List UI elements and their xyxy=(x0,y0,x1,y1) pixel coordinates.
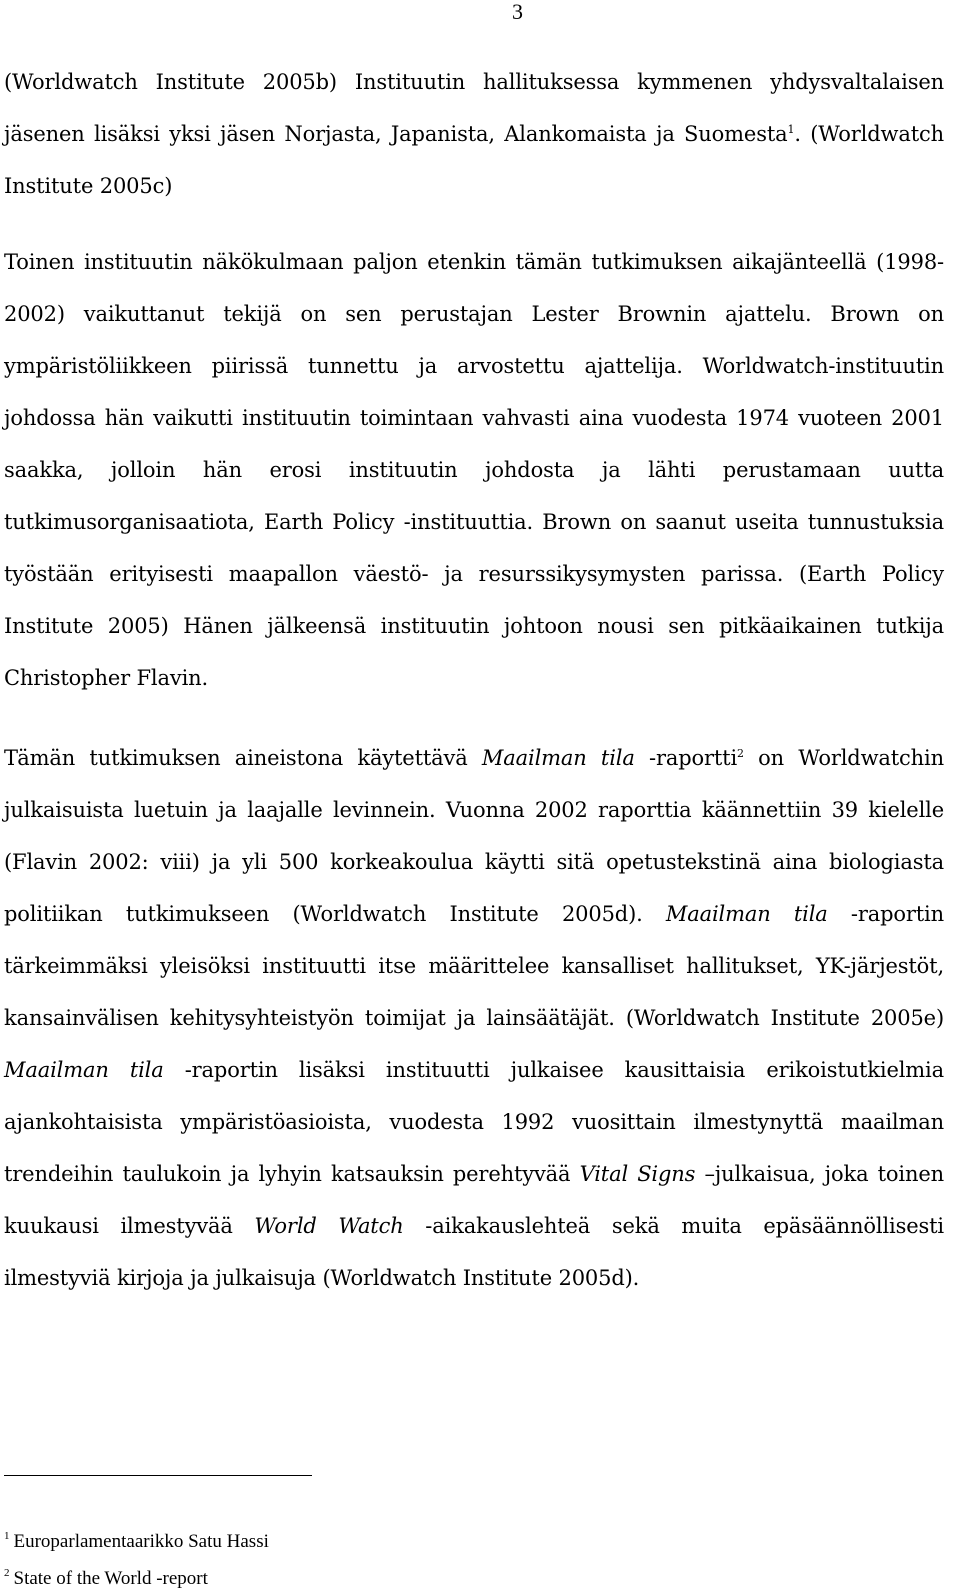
report-title-maailman-tila: Maailman tila xyxy=(481,746,635,770)
paragraph-3-text-4: -raportin tärkeimmäksi yleisöksi instituutti itse määrittelee kansalliset hallitukset, YK-järjestöt, kansainvälisen kehitysyhteistyön toimijat ja lainsäätäjät. (Worldwatch Institute 2005e) xyxy=(4,902,944,1030)
footnote-ref-2[interactable]: 2 xyxy=(737,747,744,760)
paragraph-3-text-3: on Worldwatchin julkaisuista luetuin ja laajalle levinnein. Vuonna 2002 raporttia käännettiin 39 kielelle (Flavin 2002: viii) ja yli 500 korkeakoulua käytti sitä opetustekstinä aina biologiasta politiikan tutkimukseen (Worldwatch Institute 2005d). xyxy=(4,746,944,926)
paragraph-3 xyxy=(4,732,944,1304)
publication-title-vital-signs: Vital Signs xyxy=(579,1162,696,1186)
paragraph-1-text-a: (Worldwatch Institute 2005b) Instituutin hallituksessa kymmenen yhdysvaltalaisen jäsenen lisäksi yksi jäsen Norjasta, Japanista, Alankomaista ja Suomesta xyxy=(4,70,944,146)
footnote-1 xyxy=(4,1531,269,1553)
footnote-2 xyxy=(4,1568,208,1590)
paragraph-1 xyxy=(4,56,944,212)
footnote-separator xyxy=(4,1475,312,1476)
footnote-2-text: State of the World -report xyxy=(13,1568,208,1589)
page-number: 3 xyxy=(512,0,523,24)
paragraph-3-text-2: -raportti xyxy=(634,746,738,770)
publication-title-world-watch: World Watch xyxy=(254,1214,404,1238)
footnote-1-number: 1 xyxy=(4,1530,10,1542)
footnote-1-text: Europarlamentaarikko Satu Hassi xyxy=(13,1531,269,1552)
report-title-maailman-tila-3: Maailman tila xyxy=(4,1058,164,1082)
paragraph-3-text-6: –julkaisua, joka toinen kuukausi ilmestyvää xyxy=(4,1162,945,1238)
report-title-maailman-tila-2: Maailman tila xyxy=(665,902,828,926)
footnote-2-number: 2 xyxy=(4,1567,10,1579)
paragraph-2: Toinen instituutin näkökulmaan paljon etenkin tämän tutkimuksen aikajänteellä (1998-2002) vaikuttanut tekijä on sen perustajan Lester Brownin ajattelu. Brown on ympäristöliikkeen piirissä tunnettu ja arvostettu ajattelija. Worldwatch-instituutin johdossa hän vaikutti instituutin toimintaan vahvasti aina vuodesta 1974 vuoteen 2001 saakka, jolloin hän erosi instituutin johdosta ja lähti perustamaan uutta tutkimusorganisaatiota, Earth Policy -instituuttia. Brown on saanut useita tunnustuksia työstään erityisesti maapallon väestö- ja resurssikysymysten parissa. (Earth Policy Institute 2005) Hänen jälkeensä instituutin johtoon nousi sen pitkäaikainen tutkija Christopher Flavin. xyxy=(4,250,944,690)
paragraph-1-text-b: . (Worldwatch Institute 2005c) xyxy=(4,122,944,198)
paragraph-3-text-5: -raportin lisäksi instituutti julkaisee kausittaisia erikoistutkielmia ajankohtaisista ympäristöasioista, vuodesta 1992 vuosittain ilmestynyttä maailman trendeihin taulukoin ja lyhyin katsauksin perehtyvää xyxy=(4,1058,944,1186)
paragraph-3-text-1: Tämän tutkimuksen aineistona käytettävä xyxy=(4,746,482,770)
paragraph-3-text-7: -aikakauslehteä sekä muita epäsäännöllisesti ilmestyviä kirjoja ja julkaisuja (Worldwatch Institute 2005d). xyxy=(4,1214,945,1290)
footnote-ref-1[interactable]: 1 xyxy=(787,123,795,136)
